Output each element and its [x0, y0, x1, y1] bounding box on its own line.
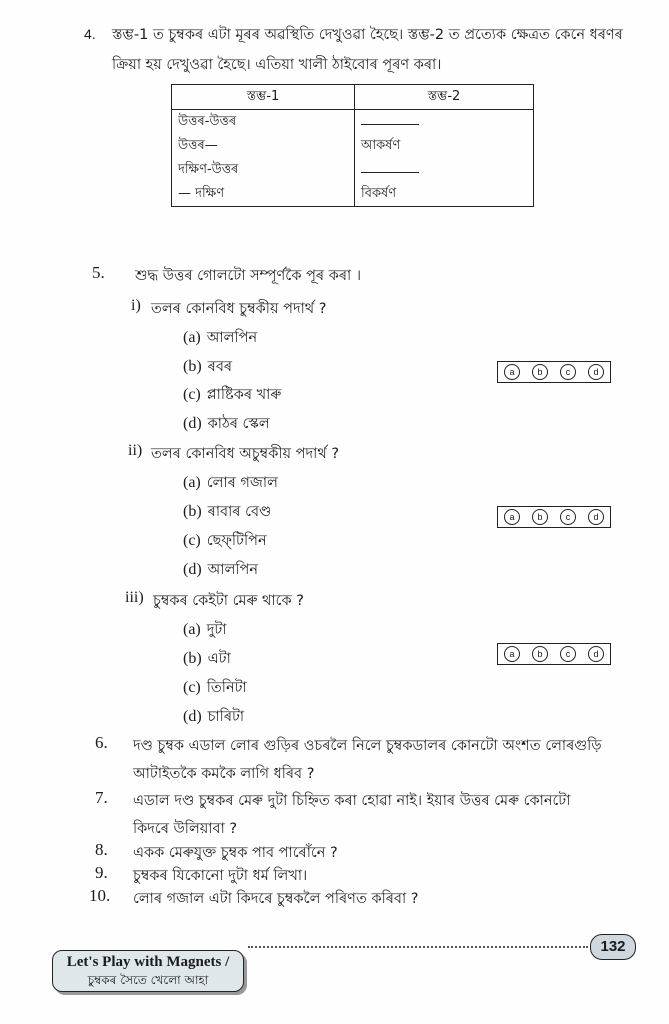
- option-item: (b) এটা: [183, 650, 231, 667]
- blank-line: [361, 110, 419, 125]
- option-item: (c) তিনিটা: [183, 679, 247, 696]
- answer-bubble-b[interactable]: b: [532, 364, 548, 380]
- option-item: (c) প্লাষ্টিকৰ খাৰু: [183, 386, 282, 403]
- answer-bubble-row: [497, 361, 611, 383]
- q5-part-question: তলৰ কোনবিধ অচুম্বকীয় পদাৰ্থ ?: [151, 446, 340, 462]
- option-item: (b) ৰবৰ: [183, 358, 233, 375]
- col1-cell: [172, 110, 355, 207]
- q7-number: 7.: [95, 788, 108, 807]
- option-item: (d) চাৰিটা: [183, 708, 245, 725]
- q9-number: 9.: [95, 863, 108, 882]
- answer-bubble-a[interactable]: a: [504, 646, 520, 662]
- answer-bubble-row: [497, 506, 611, 528]
- answer-bubble-row: [497, 643, 611, 665]
- col2-blank: [361, 110, 527, 134]
- q4-text: স্তম্ভ-1 ত চুম্বকৰ এটা মূৰৰ অৱস্থিতি দেখুওৱা হৈছে। স্তম্ভ-2 ত প্ৰত্যেক ক্ষেত্ৰত কেনে ধৰণৰ ক্ৰিয়া হয় দেখুওৱা হৈছে। এতিয়া খালী ঠাইবোৰ পূৰণ কৰা।: [112, 27, 623, 73]
- option-item: (a) লোৰ গজাল: [183, 474, 278, 491]
- col2-blank: [361, 158, 527, 182]
- q5-part-label: i): [131, 297, 141, 314]
- q4-number: 4.: [84, 26, 96, 42]
- answer-bubble-c[interactable]: c: [560, 364, 576, 380]
- q5-part-question: চুম্বকৰ কেইটা মেৰু থাকে ?: [153, 593, 304, 609]
- answer-bubble-b[interactable]: b: [532, 646, 548, 662]
- answer-bubble-c[interactable]: c: [560, 509, 576, 525]
- q6-number: 6.: [95, 733, 108, 752]
- q7-line2: কিদৰে উলিয়াবা ?: [133, 821, 238, 837]
- q5-part-question: তলৰ কোনবিধ চুম্বকীয় পদাৰ্থ ?: [151, 301, 327, 317]
- option-item: (a) দুটা: [183, 621, 227, 638]
- option-item: (a) আলপিন: [183, 329, 258, 346]
- answer-bubble-d[interactable]: d: [588, 364, 604, 380]
- answer-bubble-b[interactable]: b: [532, 509, 548, 525]
- match-table: [171, 84, 534, 207]
- col1-row: দক্ষিণ-উত্তৰ: [178, 162, 239, 177]
- col1-header: স্তম্ভ-1: [172, 85, 355, 110]
- q8-number: 8.: [95, 840, 108, 859]
- answer-bubble-c[interactable]: c: [560, 646, 576, 662]
- option-item: (b) ৰাবাৰ বেণ্ড: [183, 503, 272, 520]
- col2-row: বিকৰ্ষণ: [361, 186, 397, 201]
- q8-text: একক মেৰুযুক্ত চুম্বক পাব পাৰোঁনে ?: [133, 845, 338, 861]
- q5-number: 5.: [92, 263, 105, 282]
- q5-text: শুদ্ধ উত্তৰ গোলটো সম্পূৰ্ণকৈ পূৰ কৰা ।: [135, 268, 362, 284]
- q5-part-label: iii): [125, 589, 144, 606]
- option-item: (c) ছেফ্‌টিপিন: [183, 532, 267, 549]
- col2-row: আকৰ্ষণ: [361, 138, 401, 153]
- option-item: (d) কাঠৰ স্কেল: [183, 415, 270, 432]
- option-item: (d) আলপিন: [183, 561, 259, 578]
- page-number-badge: 132: [590, 934, 636, 960]
- footer-divider: [248, 946, 588, 948]
- blank-line: [361, 158, 419, 173]
- q5-part-label: ii): [128, 442, 143, 459]
- col1-row: — দক্ষিণ: [178, 186, 225, 201]
- chapter-tag: [52, 950, 244, 992]
- answer-bubble-d[interactable]: d: [588, 509, 604, 525]
- q7-line1: এডাল দণ্ড চুম্বকৰ মেৰু দুটা চিহ্নিত কৰা হোৱা নাই। ইয়াৰ উত্তৰ মেৰু কোনটো: [133, 793, 571, 809]
- q10-number: 10.: [89, 886, 111, 905]
- col2-header: স্তম্ভ-2: [355, 85, 534, 110]
- col2-cell: [355, 110, 534, 207]
- answer-bubble-a[interactable]: a: [504, 509, 520, 525]
- answer-bubble-a[interactable]: a: [504, 364, 520, 380]
- q10-text: লোৰ গজাল এটা কিদৰে চুম্বকলৈ পৰিণত কৰিবা ?: [133, 891, 419, 907]
- q6-line2: আটাইতকৈ কমকৈ লাগি ধৰিব ?: [133, 766, 315, 782]
- col1-row: উত্তৰ-উত্তৰ: [178, 114, 237, 129]
- q6-line1: দণ্ড চুম্বক এডাল লোৰ গুড়িৰ ওচৰলৈ নিলে চুম্বকডালৰ কোনটো অংশত লোৰগুড়ি: [133, 738, 602, 754]
- answer-bubble-d[interactable]: d: [588, 646, 604, 662]
- chapter-tag-assamese: চুম্বকৰ সৈতে খেলো আহা: [87, 973, 209, 987]
- chapter-tag-english: Let's Play with Magnets /: [66, 954, 230, 970]
- col1-row: উত্তৰ—: [178, 138, 218, 153]
- q9-text: চুম্বকৰ যিকোনো দুটা ধৰ্ম লিখা।: [133, 868, 308, 884]
